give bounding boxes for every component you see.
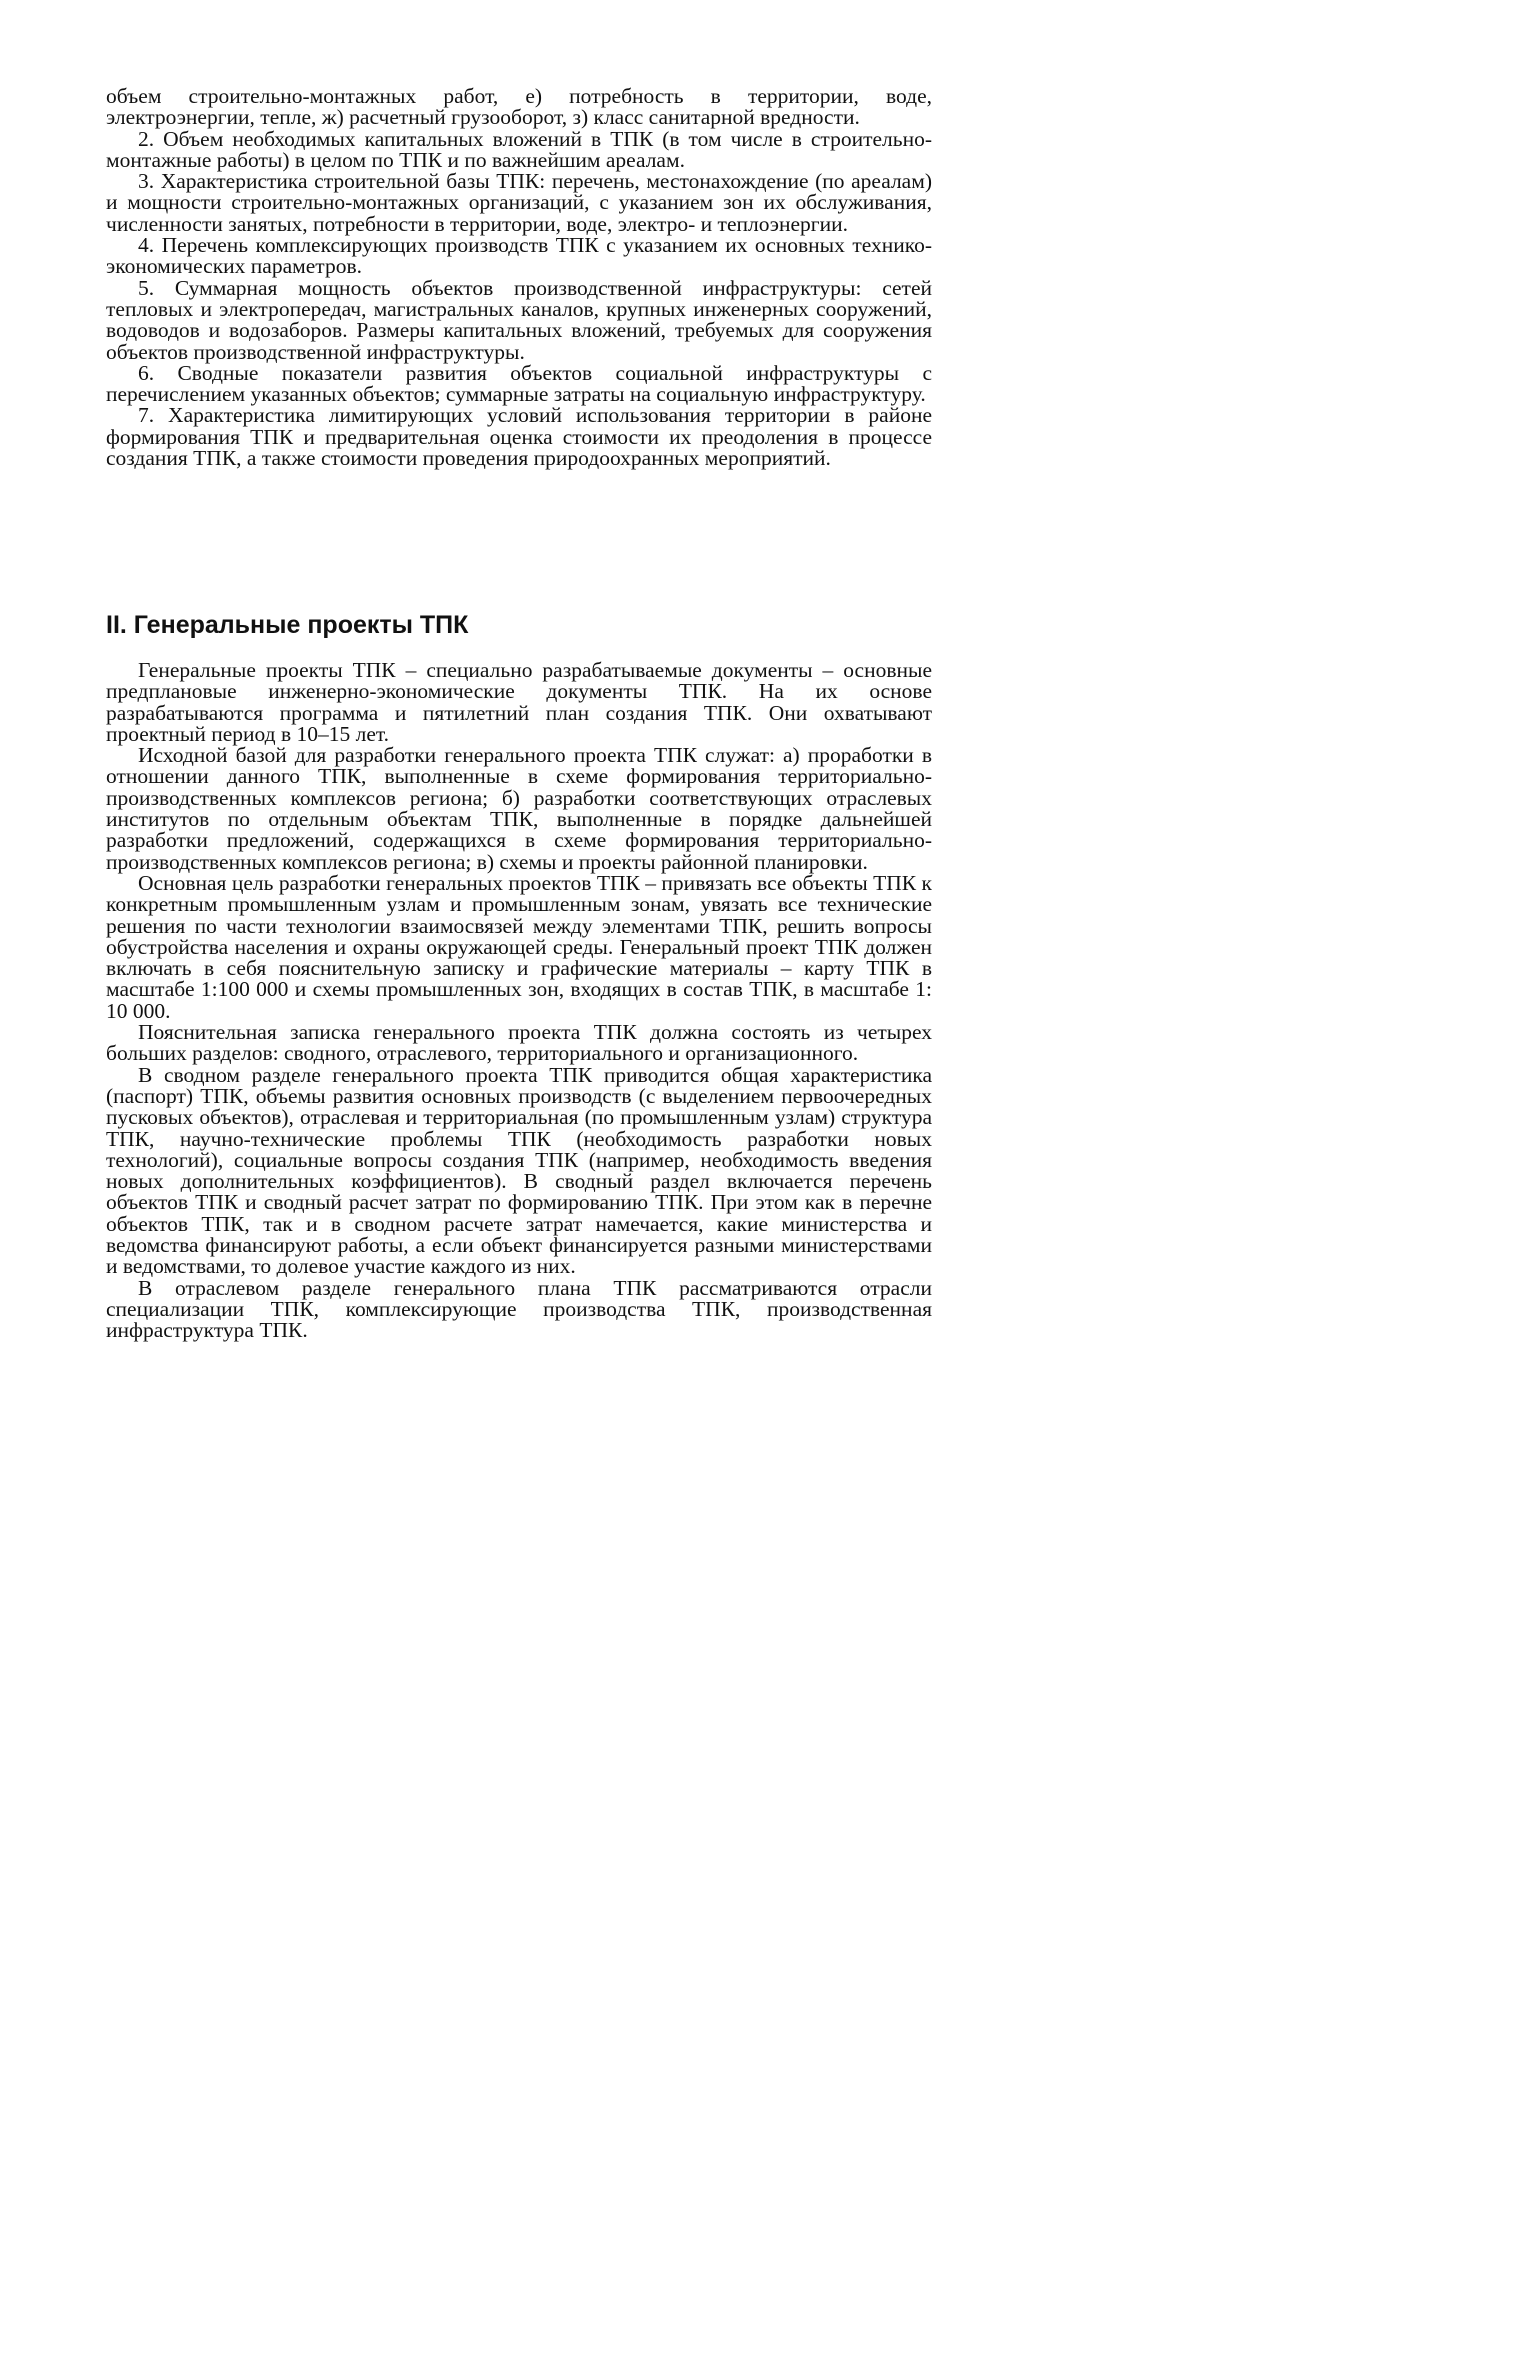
paragraph-item-4: 4. Перечень комплексирующих производств ТПК с указанием их основных технико-экономических параметров.	[106, 233, 932, 279]
paragraph-summary-section: В сводном разделе генерального проекта ТПК приводится общая характеристика (паспорт) ТПК, объемы развития основных производств (с выделением первоочередных пусковых объектов), отраслевая и территориальная (по промышленным узлам) структура ТПК, научно-технические проблемы ТПК (необходимость разработки новых технологий), социальные вопросы создания ТПК (например, необходимость введения новых дополнительных коэффициентов). В сводный раздел включается перечень объектов ТПК и сводный расчет затрат по формированию ТПК. При этом как в перечне объектов ТПК, так и в сводном расчете затрат намечается, какие министерства и ведомства финансируют работы, а если объект финансируется разными министерствами и ведомствами, то долевое участие каждого из них.	[106, 1062, 932, 1279]
paragraph-continuation: объем строительно-монтажных работ, е) потребность в территории, воде, электроэнергии, тепле, ж) расчетный грузооборот, з) класс санитарной вредности.	[106, 84, 932, 130]
section-heading: II. Генеральные проекты ТПК	[106, 611, 469, 639]
paragraph-item-2: 2. Объем необходимых капитальных вложений в ТПК (в том числе в строительно-монтажные работы) в целом по ТПК и по важнейшим ареалам.	[106, 126, 932, 172]
top-text-block	[106, 86, 932, 469]
paragraph-explanatory-note: Пояснительная записка генерального проекта ТПК должна состоять из четырех больших разделов: сводного, отраслевого, территориального и организационного.	[106, 1020, 932, 1066]
section-text-block	[106, 660, 932, 1342]
paragraph-item-5: 5. Суммарная мощность объектов производственной инфраструктуры: сетей тепловых и электропередач, магистральных каналов, крупных инженерных сооружений, водоводов и водозаборов. Размеры капитальных вложений, требуемых для сооружения объектов производственной инфраструктуры.	[106, 275, 932, 364]
paragraph-sectoral-section: В отраслевом разделе генерального плана ТПК рассматриваются отрасли специализации ТПК, комплексирующие производства ТПК, производственная инфраструктура ТПК.	[106, 1275, 932, 1343]
paragraph-initial-base: Исходной базой для разработки генерального проекта ТПК служат: а) проработки в отношении данного ТПК, выполненные в схеме формирования территориально-производственных комплексов региона; б) разработки соответствующих отраслевых институтов по отдельным объектам ТПК, выполненные в порядке дальнейшей разработки предложений, содержащихся в схеме формирования территориально-производственных комплексов региона; в) схемы и проекты районной планировки.	[106, 743, 932, 874]
paragraph-general-projects: Генеральные проекты ТПК – специально разрабатываемые документы – основные предплановые инженерно-экономические документы ТПК. На их основе разрабатываются программа и пятилетний план создания ТПК. Они охватывают проектный период в 10–15 лет.	[106, 658, 932, 746]
document-page	[0, 0, 1024, 1575]
paragraph-main-goal: Основная цель разработки генеральных проектов ТПК – привязать все объекты ТПК к конкретным промышленным узлам и промышленным зонам, увязать все технические решения по части технологии взаимосвязей между элементами ТПК, решить вопросы обустройства населения и охраны окружающей среды. Генеральный проект ТПК должен включать в себя пояснительную записку и графические материалы – карту ТПК в масштабе 1:100 000 и схемы промышленных зон, входящих в состав ТПК, в масштабе 1: 10 000.	[106, 870, 932, 1023]
paragraph-item-7: 7. Характеристика лимитирующих условий использования территории в районе формирования ТПК и предварительная оценка стоимости их преодоления в процессе создания ТПК, а также стоимости проведения природоохранных мероприятий.	[106, 403, 932, 471]
paragraph-item-3: 3. Характеристика строительной базы ТПК: перечень, местонахождение (по ареалам) и мощности строительно-монтажных организаций, с указанием зон их обслуживания, численности занятых, потребности в территории, воде, электро- и теплоэнергии.	[106, 169, 932, 236]
paragraph-item-6: 6. Сводные показатели развития объектов социальной инфраструктуры с перечислением указанных объектов; суммарные затраты на социальную инфраструктуру.	[106, 360, 932, 407]
